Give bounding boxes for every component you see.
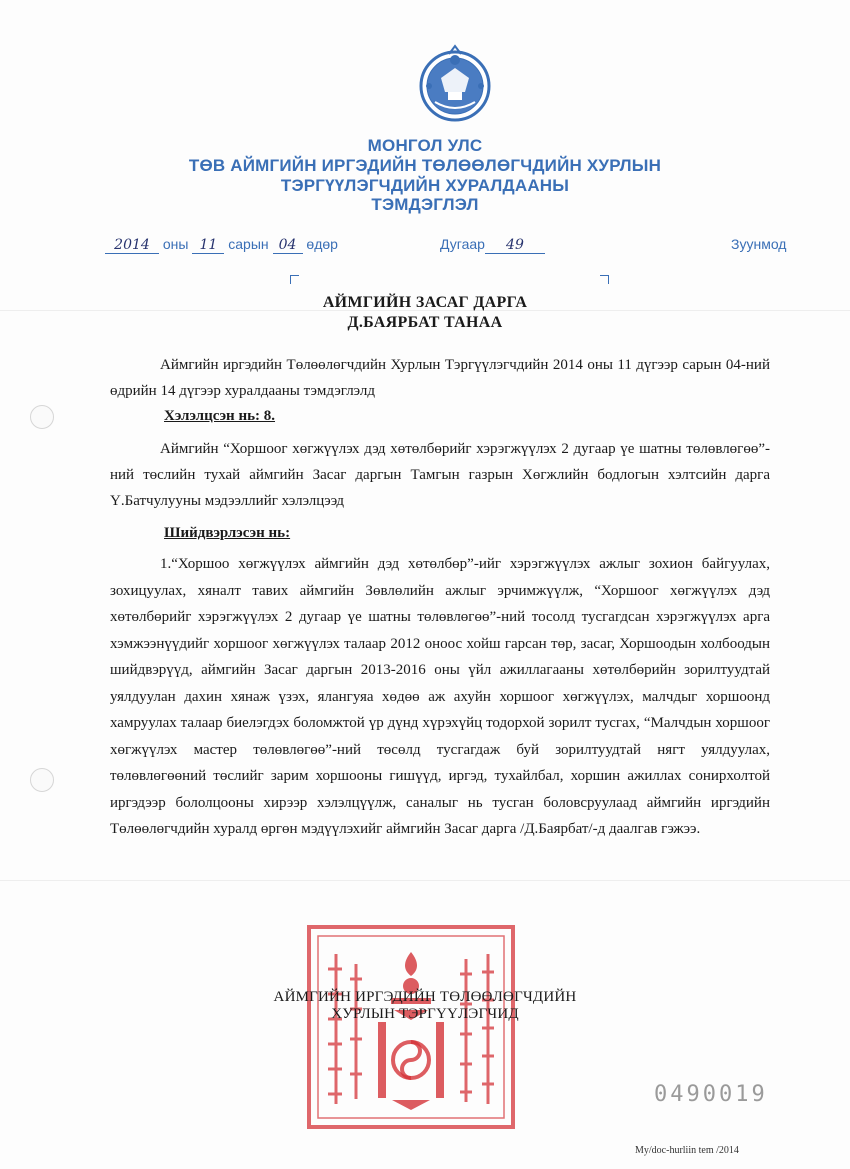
number-value: 49 xyxy=(485,237,545,254)
header-country: МОНГОЛ УЛС xyxy=(367,136,483,155)
document-place: Зуунмод xyxy=(731,236,787,252)
number-label: Дугаар xyxy=(440,236,485,252)
footer-reference: My/doc-hurliin tem /2014 xyxy=(635,1145,739,1156)
header-organization-line2: ТЭРГҮҮЛЭГЧДИЙН ХУРАЛДААНЫ xyxy=(280,176,570,195)
intro-paragraph: Аймгийн иргэдийн Төлөөлөгчдийн Хурлын Тэргүүлэгчдийн 2014 оны 11 дүгээр сарын 04-ний өдрийн 14 дүгээр хуралдааны тэмдэглэлд xyxy=(110,357,770,399)
date-day-suffix: өдөр xyxy=(306,236,338,252)
punch-hole xyxy=(30,405,54,429)
addressee-name: Д.БАЯРБАТ ТАНАА xyxy=(347,314,503,331)
document-date xyxy=(105,236,338,254)
decided-heading: Шийдвэрлэсэн нь: xyxy=(164,525,291,541)
date-month-suffix: сарын xyxy=(228,236,269,252)
address-corner xyxy=(600,275,609,284)
header-organization: ТӨВ АЙМГИЙН ИРГЭДИЙН ТӨЛӨӨЛӨГЧДИЙН ХУРЛЫН xyxy=(188,156,662,175)
discussed-heading: Хэлэлцсэн нь: 8. xyxy=(164,408,276,424)
header-doc-type: ТЭМДЭГЛЭЛ xyxy=(371,195,479,214)
date-day: 04 xyxy=(273,237,303,254)
registration-number: 0490019 xyxy=(654,1082,768,1107)
state-emblem-icon xyxy=(413,42,497,126)
decided-paragraph: 1.“Хоршоо хөгжүүлэх аймгийн дэд хөтөлбөр”-ийг хэрэгжүүлэх ажлыг зохион байгуулах, зохицуулах, хяналт тавих аймгийн Зөвлөлийн ажлыг эрчимжүүлж, “Хоршоог хөгжүүлэх дэд хөтөлбөрийг хэрэгжүүлэх 2 дугаар үе шатны төлөвлөгөө”-ний тосолд тусгагдсан хэрэгжүүлэх арга хэмжээнүүдийг хоршоог хөгжүүлэх талаар 2012 оноос хойш гарсан төр, засаг, Хоршоодын холбоодын шийдвэрүүд, аймгийн Засаг даргын 2013-2016 оны үйл ажиллагааны хөтөлбөрийн зорилтуудтай уялдуулан дахин хянаж үзэх, ялангуяа хөдөө аж ахуйн хоршоог хөгжүүлэх, малчдыг хоршоонд хамруулах талаар биелэгдэх боломжтой үр дүнд хүрэхүйц тодорхой зорилт тусгах, “Малчдын хоршоог хөгжүүлэх мастер төлөвлөгөө”-ний төсөлд тусгагдаж буй зорилтуудтай нягт уялдуулах, төлөвлөгөөний төслийг зарим хоршооны гишүүд, иргэд, тухайлбал, хоршин ажиллах сонирхолтой иргэдээр бололцооны хирээр хэлэлцүүлж, саналыг нь тусган боловсруулаад аймгийн иргэдийн Төлөөлөгчдийн хуралд өргөн мэдүүлэхийг аймгийн Засаг дарга /Д.Баярбат/-д даалгав гэжээ. xyxy=(110,556,770,837)
document-number xyxy=(440,236,545,254)
date-month: 11 xyxy=(192,237,224,254)
discussed-paragraph: Аймгийн “Хоршоог хөгжүүлэх дэд хөтөлбөрийг хэрэгжүүлэх 2 дугаар үе шатны төлөвлөгөө”-ний төслийн тухай аймгийн Засаг даргын Тамгын газрын Хөгжлийн бодлогын хэлтсийн дарга Ү.Батчулууны мэдээллийг хэлэлцээд xyxy=(110,441,770,509)
date-year: 2014 xyxy=(105,237,159,254)
address-corner xyxy=(290,275,299,284)
signature-line1: АЙМГИЙН ИРГЭДИЙН ТӨЛӨӨЛӨГЧДИЙН xyxy=(273,989,577,1005)
addressee-title: АЙМГИЙН ЗАСАГ ДАРГА xyxy=(322,294,528,311)
scan-artifact xyxy=(0,880,850,881)
signature-line2: ХУРЛЫН ТЭРГҮҮЛЭГЧИД xyxy=(331,1006,519,1022)
date-year-suffix: оны xyxy=(162,236,189,252)
punch-hole xyxy=(30,768,54,792)
official-seal xyxy=(306,924,516,1130)
